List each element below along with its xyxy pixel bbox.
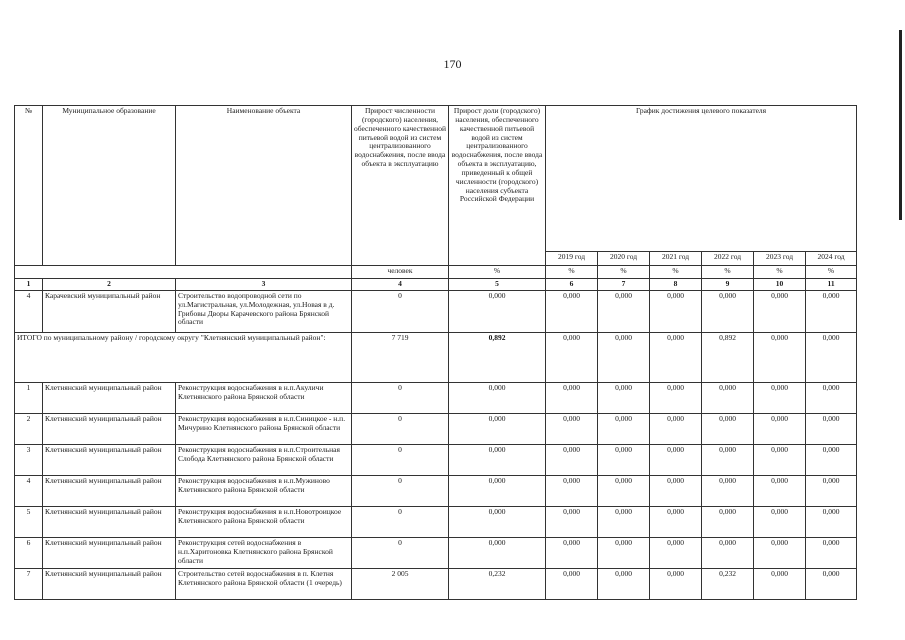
row-year-value: 0,000 — [702, 290, 754, 332]
row-municipality: Клетнянский муниципальный район — [43, 537, 176, 568]
header-year: 2021 год — [650, 252, 702, 266]
row-object: Реконструкция водоснабжения в н.п.Мужиново Клетнянского района Брянской области — [176, 475, 352, 506]
row-year-value: 0,000 — [650, 444, 702, 475]
column-number: 1 — [15, 279, 43, 291]
row-year-value: 0,000 — [754, 475, 806, 506]
total-share: 0,892 — [449, 332, 546, 382]
row-people: 0 — [352, 290, 449, 332]
row-year-value: 0,000 — [702, 506, 754, 537]
row-num: 3 — [15, 444, 43, 475]
unit-percent: % — [546, 266, 598, 279]
header-growth-share: Прирост доли (городского) населения, обеспеченного качественной питьевой водой из систем централизованного водоснабжения, после ввода объекта в эксплуатацию, приведенный к общей численности (городского) населения субъекта Российской Федерации — [449, 106, 546, 266]
header-year: 2022 год — [702, 252, 754, 266]
row-year-value: 0,000 — [754, 537, 806, 568]
row-year-value: 0,000 — [546, 475, 598, 506]
row-year-value: 0,000 — [650, 290, 702, 332]
table-row — [15, 290, 857, 332]
row-share: 0,000 — [449, 382, 546, 413]
row-year-value: 0,000 — [650, 537, 702, 568]
row-share: 0,232 — [449, 568, 546, 599]
unit-percent: % — [754, 266, 806, 279]
row-municipality: Клетнянский муниципальный район — [43, 475, 176, 506]
row-year-value: 0,000 — [598, 290, 650, 332]
row-people: 2 005 — [352, 568, 449, 599]
total-year-value: 0,000 — [546, 332, 598, 382]
row-municipality: Клетнянский муниципальный район — [43, 506, 176, 537]
row-share: 0,000 — [449, 413, 546, 444]
row-year-value: 0,000 — [806, 568, 857, 599]
total-people: 7 719 — [352, 332, 449, 382]
row-year-value: 0,000 — [598, 475, 650, 506]
row-year-value: 0,000 — [546, 444, 598, 475]
row-municipality: Клетнянский муниципальный район — [43, 413, 176, 444]
total-year-value: 0,892 — [702, 332, 754, 382]
row-year-value: 0,000 — [546, 290, 598, 332]
row-year-value: 0,000 — [754, 382, 806, 413]
units-blank — [15, 266, 352, 279]
header-municipality: Муниципальное образование — [43, 106, 176, 266]
column-number: 6 — [546, 279, 598, 291]
total-year-value: 0,000 — [754, 332, 806, 382]
row-year-value: 0,000 — [598, 537, 650, 568]
row-year-value: 0,000 — [702, 475, 754, 506]
row-municipality: Клетнянский муниципальный район — [43, 382, 176, 413]
row-people: 0 — [352, 444, 449, 475]
table-row — [15, 475, 857, 506]
unit-percent: % — [650, 266, 702, 279]
row-year-value: 0,000 — [546, 568, 598, 599]
table-row — [15, 537, 857, 568]
row-people: 0 — [352, 475, 449, 506]
column-number: 8 — [650, 279, 702, 291]
total-row — [15, 332, 857, 382]
row-object: Реконструкция сетей водоснабжения в н.п.Харитоновка Клетнянского района Брянской области — [176, 537, 352, 568]
row-year-value: 0,000 — [650, 568, 702, 599]
total-year-value: 0,000 — [598, 332, 650, 382]
column-number: 5 — [449, 279, 546, 291]
table-row — [15, 382, 857, 413]
header-year: 2024 год — [806, 252, 857, 266]
table-row — [15, 413, 857, 444]
header-num: № — [15, 106, 43, 266]
row-year-value: 0,000 — [546, 382, 598, 413]
row-people: 0 — [352, 506, 449, 537]
row-share: 0,000 — [449, 290, 546, 332]
header-object: Наименование объекта — [176, 106, 352, 266]
row-object: Реконструкция водоснабжения в н.п.Синицкое - н.п. Мичурино Клетнянского района Брянской области — [176, 413, 352, 444]
header-year: 2019 год — [546, 252, 598, 266]
column-number: 7 — [598, 279, 650, 291]
row-municipality: Карачевский муниципальный район — [43, 290, 176, 332]
row-year-value: 0,000 — [650, 413, 702, 444]
row-num: 1 — [15, 382, 43, 413]
row-people: 0 — [352, 382, 449, 413]
row-year-value: 0,000 — [754, 506, 806, 537]
header-growth-population: Прирост численности (городского) населения, обеспеченного качественной питьевой водой из систем централизованного водоснабжения, после ввода объекта в эксплуатацию — [352, 106, 449, 266]
scan-edge-mark — [899, 30, 902, 220]
row-year-value: 0,232 — [702, 568, 754, 599]
table-row — [15, 444, 857, 475]
column-number: 9 — [702, 279, 754, 291]
row-year-value: 0,000 — [806, 444, 857, 475]
row-object: Реконструкция водоснабжения в н.п.Акуличи Клетнянского района Брянской области — [176, 382, 352, 413]
row-year-value: 0,000 — [754, 444, 806, 475]
unit-percent: % — [598, 266, 650, 279]
row-share: 0,000 — [449, 537, 546, 568]
row-object: Реконструкция водоснабжения в н.п.Строительная Слобода Клетнянского района Брянской области — [176, 444, 352, 475]
row-year-value: 0,000 — [806, 537, 857, 568]
row-people: 0 — [352, 537, 449, 568]
row-year-value: 0,000 — [546, 413, 598, 444]
row-year-value: 0,000 — [702, 444, 754, 475]
total-label: ИТОГО по муниципальному району / городскому округу "Клетнянский муниципальный район": — [15, 332, 352, 382]
row-share: 0,000 — [449, 506, 546, 537]
row-num: 5 — [15, 506, 43, 537]
table-row — [15, 568, 857, 599]
row-year-value: 0,000 — [546, 506, 598, 537]
row-year-value: 0,000 — [702, 537, 754, 568]
column-number: 4 — [352, 279, 449, 291]
row-share: 0,000 — [449, 444, 546, 475]
row-year-value: 0,000 — [598, 382, 650, 413]
row-year-value: 0,000 — [806, 382, 857, 413]
row-municipality: Клетнянский муниципальный район — [43, 444, 176, 475]
row-year-value: 0,000 — [650, 475, 702, 506]
row-year-value: 0,000 — [806, 290, 857, 332]
total-year-value: 0,000 — [650, 332, 702, 382]
column-number: 2 — [43, 279, 176, 291]
unit-percent: % — [806, 266, 857, 279]
column-number: 3 — [176, 279, 352, 291]
row-year-value: 0,000 — [806, 475, 857, 506]
row-year-value: 0,000 — [806, 506, 857, 537]
row-year-value: 0,000 — [598, 506, 650, 537]
row-share: 0,000 — [449, 475, 546, 506]
table-row — [15, 506, 857, 537]
row-num: 7 — [15, 568, 43, 599]
row-num: 2 — [15, 413, 43, 444]
row-num: 6 — [15, 537, 43, 568]
row-object: Реконструкция водоснабжения в н.п.Новотроицкое Клетнянского района Брянской области — [176, 506, 352, 537]
header-year: 2020 год — [598, 252, 650, 266]
unit-percent: % — [702, 266, 754, 279]
row-year-value: 0,000 — [650, 506, 702, 537]
row-num: 4 — [15, 290, 43, 332]
column-number: 10 — [754, 279, 806, 291]
total-year-value: 0,000 — [806, 332, 857, 382]
unit-people: человек — [352, 266, 449, 279]
row-year-value: 0,000 — [702, 413, 754, 444]
row-year-value: 0,000 — [598, 413, 650, 444]
row-year-value: 0,000 — [754, 568, 806, 599]
row-year-value: 0,000 — [598, 568, 650, 599]
page-number: 170 — [443, 57, 462, 71]
unit-percent: % — [449, 266, 546, 279]
row-year-value: 0,000 — [806, 413, 857, 444]
row-num: 4 — [15, 475, 43, 506]
target-indicator-table — [14, 105, 857, 600]
row-year-value: 0,000 — [702, 382, 754, 413]
row-year-value: 0,000 — [650, 382, 702, 413]
row-object: Строительство водопроводной сети по ул.Магистральная, ул.Молодежная, ул.Новая в д. Грибовы Дворы Карачевского района Брянской области — [176, 290, 352, 332]
row-year-value: 0,000 — [546, 537, 598, 568]
row-year-value: 0,000 — [754, 413, 806, 444]
row-people: 0 — [352, 413, 449, 444]
header-schedule: График достижения целевого показателя — [546, 106, 857, 252]
row-object: Строительство сетей водоснабжения в п. Клетня Клетнянского района Брянской области (1 очередь) — [176, 568, 352, 599]
row-year-value: 0,000 — [754, 290, 806, 332]
column-number: 11 — [806, 279, 857, 291]
row-municipality: Клетнянский муниципальный район — [43, 568, 176, 599]
row-year-value: 0,000 — [598, 444, 650, 475]
header-year: 2023 год — [754, 252, 806, 266]
